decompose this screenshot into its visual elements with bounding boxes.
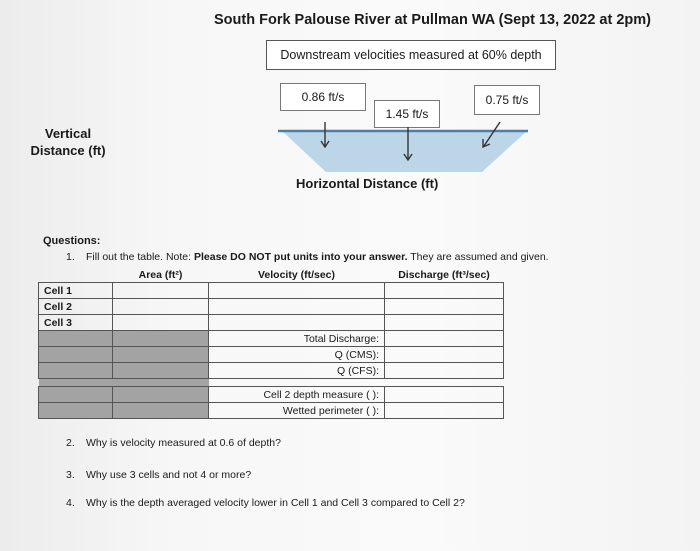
input-velocity-cell2[interactable]: [209, 299, 385, 315]
table-row: [39, 363, 504, 379]
table-row: [39, 347, 504, 363]
table-row: [39, 331, 504, 347]
table-header-blank: [39, 268, 113, 283]
question-1-text-end: They are assumed and given.: [407, 251, 549, 263]
question-2: [66, 437, 281, 449]
input-area-cell3[interactable]: [113, 315, 209, 331]
row-label-cell2: Cell 2: [39, 299, 113, 315]
table-row: [39, 315, 504, 331]
question-1-note: Please DO NOT put units into your answer.: [193, 251, 408, 263]
question-3-text: Why use 3 cells and not 4 or more?: [86, 469, 252, 481]
cell2-depth-label: Cell 2 depth measure ( ):: [209, 387, 385, 403]
question-4: [66, 497, 465, 509]
q-cfs-label: Q (CFS):: [209, 363, 385, 379]
question-3: [66, 469, 251, 481]
channel-cross-section: [270, 122, 540, 178]
y-axis-label-line2: Distance (ft): [30, 143, 106, 158]
y-axis-label-line1: Vertical: [44, 126, 92, 141]
subtitle-box: Downstream velocities measured at 60% depth: [266, 40, 556, 70]
input-wetted-perimeter[interactable]: [385, 403, 504, 419]
input-q-cfs[interactable]: [385, 363, 504, 379]
table-row: [39, 387, 504, 403]
table-header-row: [39, 268, 504, 283]
x-axis-label: Horizontal Distance (ft): [296, 176, 439, 191]
wetted-perimeter-label: Wetted perimeter ( ):: [209, 403, 385, 419]
table-row: [39, 403, 504, 419]
input-area-cell2[interactable]: [113, 299, 209, 315]
input-discharge-cell2[interactable]: [385, 299, 504, 315]
question-2-number: 2.: [66, 437, 75, 449]
table-row: [39, 299, 504, 315]
velocity-label-cell1: 0.86 ft/s: [280, 83, 366, 111]
question-2-text: Why is velocity measured at 0.6 of depth?: [86, 437, 281, 449]
input-velocity-cell1[interactable]: [209, 283, 385, 299]
input-area-cell1[interactable]: [113, 283, 209, 299]
page-title: South Fork Palouse River at Pullman WA (Sept 13, 2022 at 2pm): [214, 12, 651, 28]
input-discharge-cell3[interactable]: [385, 315, 504, 331]
input-velocity-cell3[interactable]: [209, 315, 385, 331]
question-1-number: 1.: [66, 251, 75, 263]
question-1: [66, 251, 549, 263]
y-axis-label: [20, 125, 116, 159]
questions-heading: Questions:: [43, 235, 101, 247]
question-4-number: 4.: [66, 497, 75, 509]
velocity-label-cell3: 0.75 ft/s: [474, 85, 540, 115]
input-total-discharge[interactable]: [385, 331, 504, 347]
question-3-number: 3.: [66, 469, 75, 481]
table-header-discharge: Discharge (ft³/sec): [385, 268, 504, 283]
table-header-area: Area (ft²): [113, 268, 209, 283]
discharge-table: [38, 268, 504, 419]
velocity-label-cell2: 1.45 ft/s: [374, 100, 440, 128]
input-discharge-cell1[interactable]: [385, 283, 504, 299]
input-cell2-depth[interactable]: [385, 387, 504, 403]
input-q-cms[interactable]: [385, 347, 504, 363]
table-header-velocity: Velocity (ft/sec): [209, 268, 385, 283]
q-cms-label: Q (CMS):: [209, 347, 385, 363]
row-label-cell3: Cell 3: [39, 315, 113, 331]
question-1-text: Fill out the table. Note:: [86, 251, 194, 263]
row-label-cell1: Cell 1: [39, 283, 113, 299]
table-row: [39, 283, 504, 299]
total-discharge-label: Total Discharge:: [209, 331, 385, 347]
question-4-text: Why is the depth averaged velocity lower in Cell 1 and Cell 3 compared to Cell 2?: [86, 497, 465, 509]
